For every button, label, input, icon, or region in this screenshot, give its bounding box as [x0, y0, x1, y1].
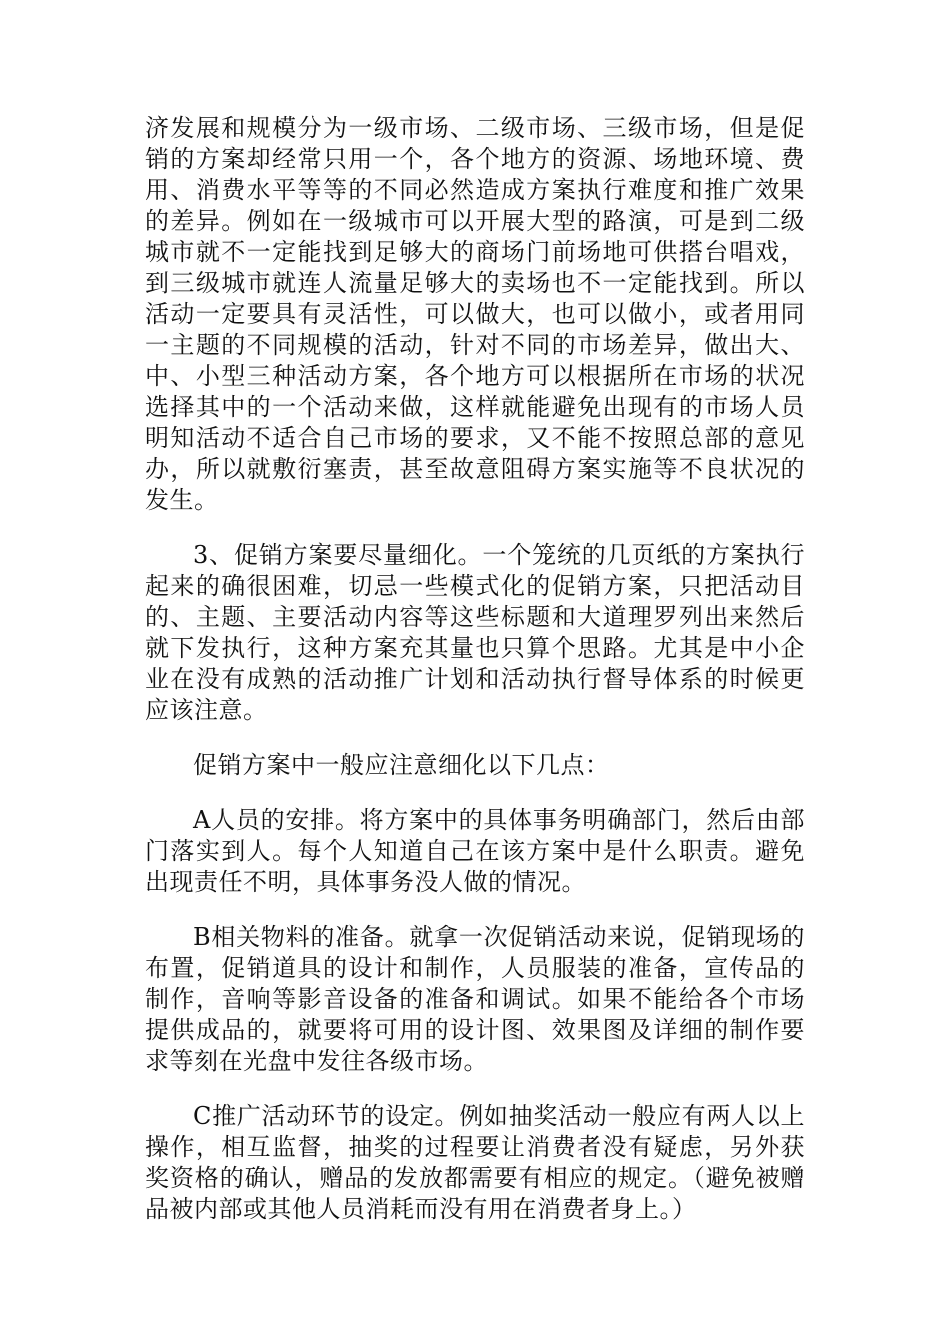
paragraph-point-c-activity-steps: C推广活动环节的设定。例如抽奖活动一般应有两人以上操作，相互监督，抽奖的过程要让消费者没有疑虑，另外获奖资格的确认，赠品的发放都需要有相应的规定。（避免被赠品被内部或其他人员消耗而没有用在消费者身上。）: [145, 1102, 805, 1223]
paragraph-point-a-staffing: A人员的安排。将方案中的具体事务明确部门，然后由部门落实到人。每个人知道自己在该方案中是什么职责。避免出现责任不明，具体事务没人做的情况。: [145, 806, 805, 896]
paragraph-detail-points-intro: 促销方案中一般应注意细化以下几点：: [193, 751, 610, 779]
paragraph-market-flexibility: 济发展和规模分为一级市场、二级市场、三级市场，但是促销的方案却经常只用一个，各个地方的资源、场地环境、费用、消费水平等等的不同必然造成方案执行难度和推广效果的差异。例如在一级城市可以开展大型的路演，可是到二级城市就不一定能找到足够大的商场门前场地可供搭台唱戏，到三级城市就连人流量足够大的卖场也不一定能找到。所以活动一定要具有灵活性，可以做大，也可以做小，或者用同一主题的不同规模的活动，针对不同的市场差异，做出大、中、小型三种活动方案，各个地方可以根据所在市场的状况选择其中的一个活动来做，这样就能避免出现有的市场人员明知活动不适合自己市场的要求，又不能不按照总部的意见办，所以就敷衍塞责，甚至故意阻碍方案实施等不良状况的发生。: [145, 114, 805, 514]
document-page: [145, 113, 805, 1249]
paragraph-plan-detail: 3、促销方案要尽量细化。一个笼统的几页纸的方案执行起来的确很困难，切忌一些模式化的促销方案，只把活动目的、主题、主要活动内容等这些标题和大道理罗列出来然后就下发执行，这种方案充其量也只算个思路。尤其是中小企业在没有成熟的活动推广计划和活动执行督导体系的时候更应该注意。: [145, 541, 805, 724]
paragraph-point-b-materials: B相关物料的准备。就拿一次促销活动来说，促销现场的布置，促销道具的设计和制作，人员服装的准备，宣传品的制作，音响等影音设备的准备和调试。如果不能给各个市场提供成品的，就要将可用的设计图、效果图及详细的制作要求等刻在光盘中发往各级市场。: [145, 923, 805, 1075]
